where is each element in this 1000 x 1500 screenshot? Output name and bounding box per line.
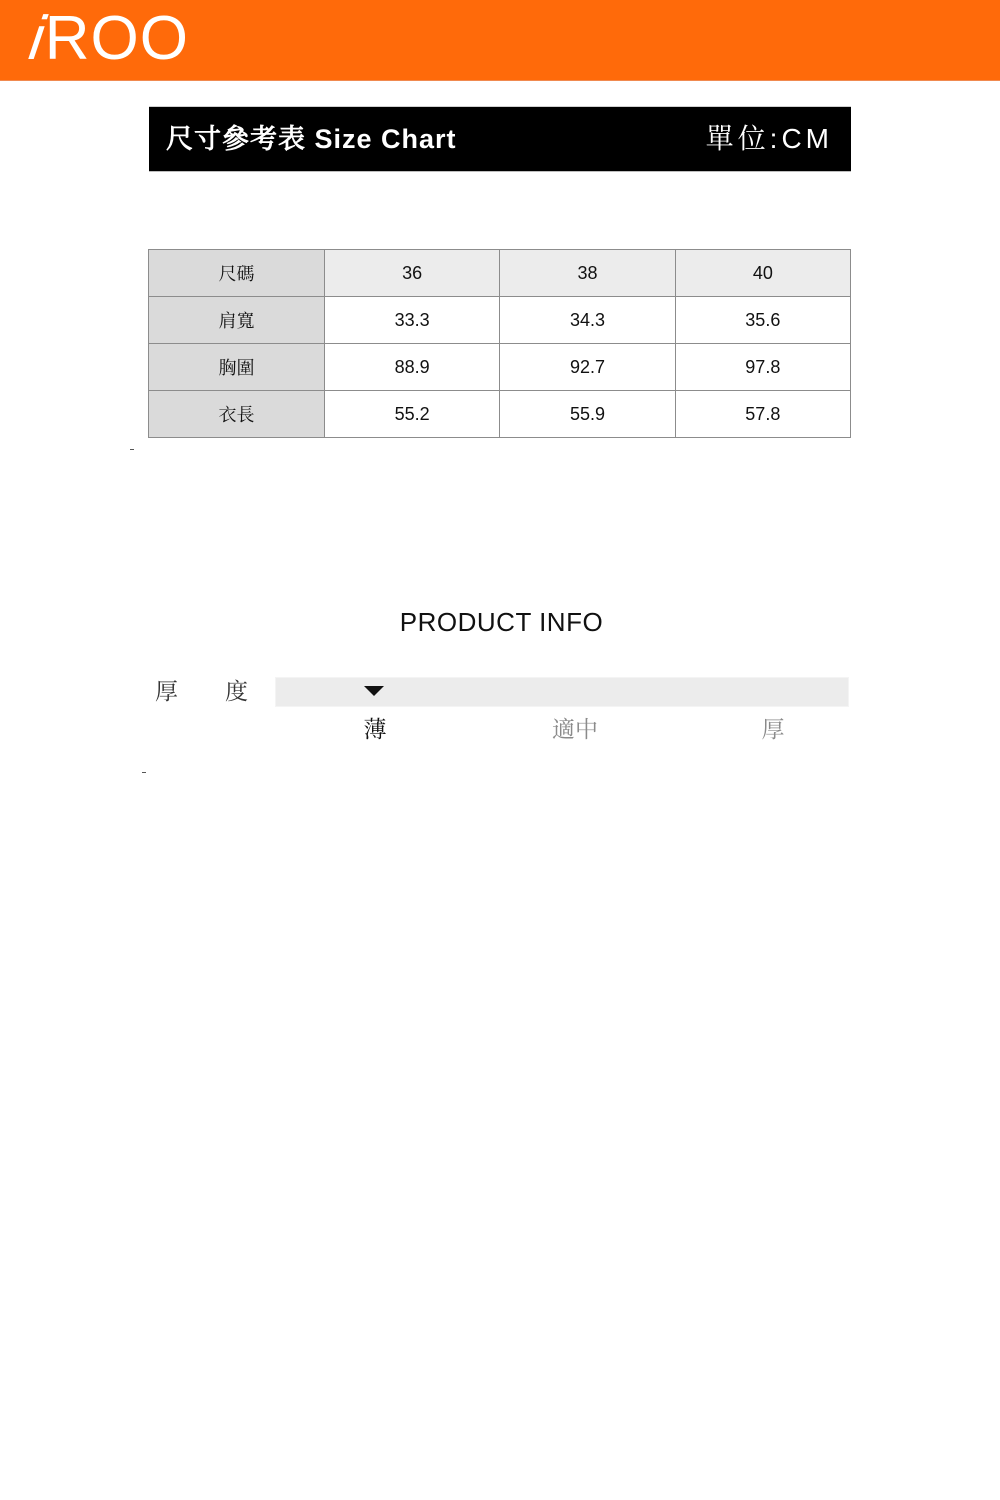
size-chart-header xyxy=(149,107,851,171)
size-table xyxy=(148,249,851,438)
divider-mark xyxy=(130,449,134,450)
brand-header-bar xyxy=(0,0,1000,81)
table-cell: 55.2 xyxy=(325,391,500,438)
thickness-label xyxy=(155,674,275,708)
row-header-length: 衣長 xyxy=(149,391,325,438)
scale-label-thin: 薄 xyxy=(363,716,387,742)
table-row-size xyxy=(149,250,851,297)
scale-label-medium: 適中 xyxy=(552,716,598,742)
table-cell: 88.9 xyxy=(325,344,500,391)
row-header-size: 尺碼 xyxy=(149,250,325,297)
product-info-title: PRODUCT INFO xyxy=(399,607,604,637)
table-cell: 33.3 xyxy=(325,297,500,344)
table-row xyxy=(149,344,851,391)
table-cell: 34.3 xyxy=(500,297,675,344)
table-cell: 97.8 xyxy=(675,344,850,391)
brand-logo[interactable] xyxy=(25,4,190,74)
size-chart-title: 尺寸參考表 Size Chart xyxy=(166,124,457,154)
logo-letters: ROO xyxy=(44,4,190,73)
thickness-label-char-1: 厚 xyxy=(155,678,178,704)
thickness-indicator-arrow-icon xyxy=(364,686,384,696)
scale-label-thick: 厚 xyxy=(761,716,785,742)
size-36-cell: 36 xyxy=(325,250,500,297)
table-cell: 35.6 xyxy=(675,297,850,344)
row-header-shoulder: 肩寬 xyxy=(149,297,325,344)
thickness-label-char-2: 度 xyxy=(225,678,248,704)
table-row xyxy=(149,297,851,344)
divider-mark xyxy=(142,772,146,773)
size-40-cell: 40 xyxy=(675,250,850,297)
logo-letter-i: i xyxy=(25,4,50,73)
row-header-chest: 胸圍 xyxy=(149,344,325,391)
table-row xyxy=(149,391,851,438)
size-38-cell: 38 xyxy=(500,250,675,297)
table-cell: 92.7 xyxy=(500,344,675,391)
unit-label: 單位:CM xyxy=(705,123,833,154)
thickness-scale-bar xyxy=(275,677,849,707)
table-cell: 55.9 xyxy=(500,391,675,438)
table-cell: 57.8 xyxy=(675,391,850,438)
